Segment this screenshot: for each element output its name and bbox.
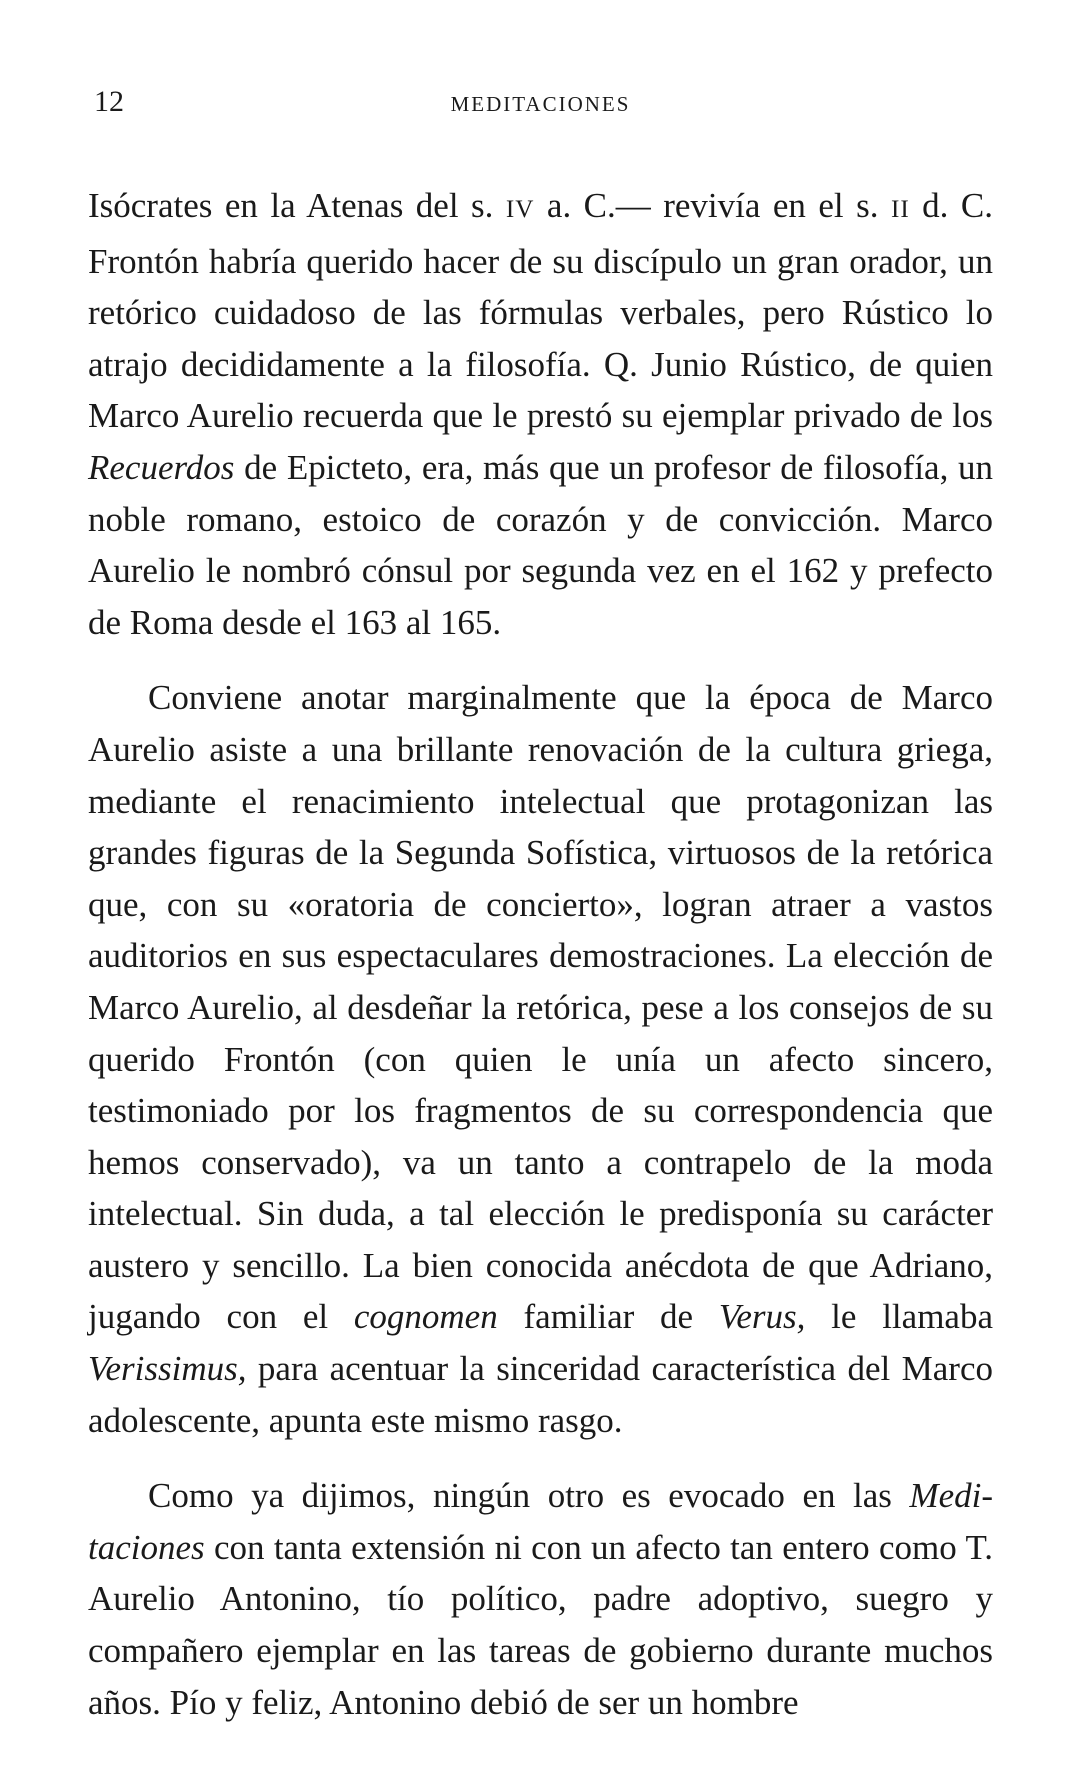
text-run: Conviene anotar marginalmente que la época de Marco Aurelio asiste a una brillante renovación de la cultura griega, mediante el renacimiento intelectual que protagonizan las grandes figuras de la Segunda Sofística, virtuosos de la retórica que, con su «oratoria de concierto», logran atraer a vastos auditorios en sus espectaculares demostraciones. La elección de Marco Aurelio, al desdeñar la retórica, pese a los consejos de su querido Frontón (con quien le unía un afecto sincero, testimoniado por los fragmentos de su correspondencia que hemos conservado), va un tanto a contrapelo de la moda intelectual. Sin duda, a tal elección le predisponía su carácter austero y sencillo. La bien conocida anécdota de que Adriano, jugando con el xyxy=(88,678,993,1337)
italic-text: Verissimus, xyxy=(88,1349,247,1389)
paragraph-2 xyxy=(88,672,993,1446)
body-text xyxy=(88,180,993,1728)
text-run: con tanta extensión ni con un afecto tan entero como T. Aurelio Antonino, tío político, padre adoptivo, suegro y compañero ejemplar en las tareas de gobierno durante muchos años. Pío y feliz, Antonino debió de ser un hombre xyxy=(88,1527,993,1722)
text-run: a. C.— revivía en el s. xyxy=(534,186,891,225)
running-head xyxy=(88,82,993,122)
roman-numeral: IV xyxy=(505,196,535,223)
text-run: Como ya dijimos, ningún otro es evocado en las xyxy=(148,1476,910,1516)
text-run: familiar de xyxy=(497,1297,719,1337)
text-run: d. C. Frontón habría querido hacer de su discípulo un gran orador, un retórico cuidadoso de las fórmulas verbales, pero Rústico lo atrajo decididamente a la filosofía. Q. Junio Rústico, de quien Marco Aurelio recuerda que le prestó su ejemplar privado de los xyxy=(88,186,993,436)
roman-numeral: II xyxy=(890,196,910,223)
paragraph-1 xyxy=(88,180,993,648)
text-run: de Epicteto, era, más que un profesor de filosofía, un noble romano, estoico de corazón y de convicción. Marco Aurelio le nombró cónsul por segunda vez en el 162 y prefecto de Roma desde el 163 al 165. xyxy=(88,447,993,642)
italic-text: Recuerdos xyxy=(88,447,235,487)
book-page xyxy=(88,0,993,1766)
paragraph-3 xyxy=(88,1470,993,1728)
text-run: le llamaba xyxy=(805,1297,993,1337)
italic-text: Verus, xyxy=(718,1297,806,1337)
page-number: 12 xyxy=(94,85,124,118)
text-run: Isócrates en la Atenas del s. xyxy=(88,186,506,225)
italic-text: cognomen xyxy=(353,1297,498,1337)
text-run: para acentuar la sinceridad característica del Marco adolescente, apunta este mismo rasgo. xyxy=(88,1349,993,1440)
running-title: MEDITACIONES xyxy=(450,92,631,116)
italic-text: Meditaciones xyxy=(88,1476,993,1567)
